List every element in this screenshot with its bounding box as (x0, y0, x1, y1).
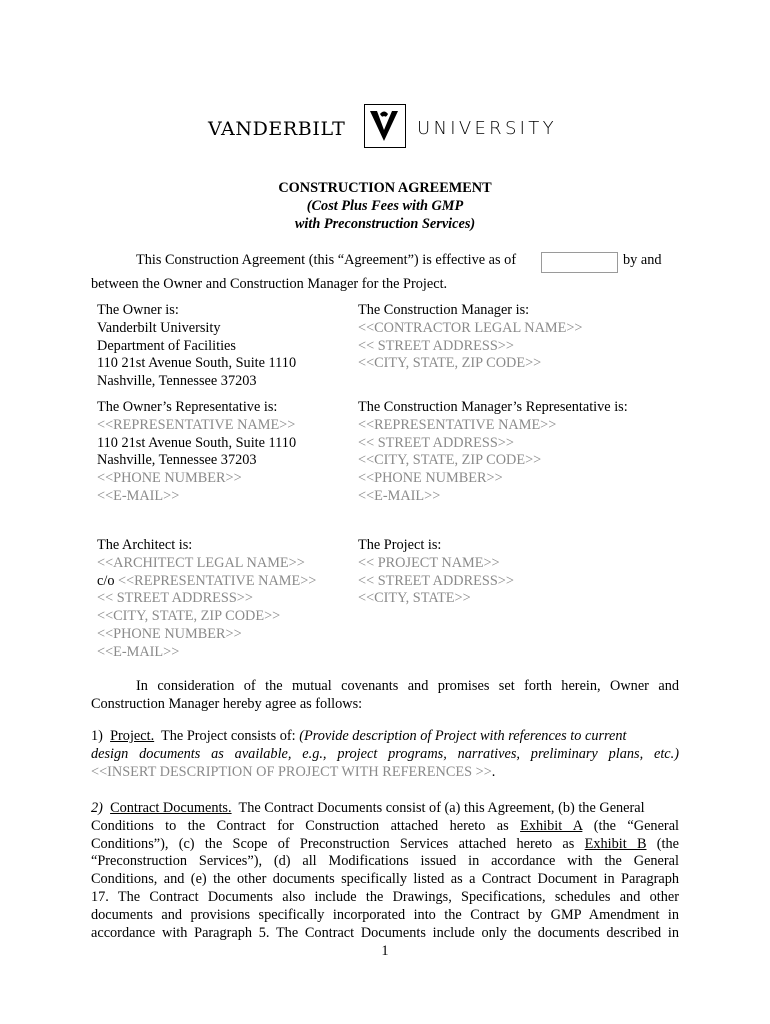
intro-line-1-end: by and (623, 252, 662, 268)
document-subtitle-1: (Cost Plus Fees with GMP (306, 198, 464, 214)
architect-placeholder: <<REPRESENTATIVE NAME>> (118, 572, 317, 589)
exhibit-b-reference: Exhibit B (584, 835, 647, 852)
consideration-line-2: Construction Manager hereby agree as follows: (91, 695, 363, 712)
owner-representative-block (97, 399, 296, 506)
owner-rep-placeholder: <<E-MAIL>> (97, 487, 180, 504)
section-2-line: The Contract Documents consist of (a) this Agreement, (b) the General (238, 800, 645, 816)
owner-rep-line: Nashville, Tennessee 37203 (97, 452, 257, 469)
owner-line: Vanderbilt University (97, 319, 221, 336)
section-1-project: 1) Project. The Project consists of: (Provide description of Project with references to current design documents as available, e.g., project programs, narratives, preliminary plans, etc.) <<INSERT DESCRIPTION OF PROJECT WITH REFERENCES >>. (91, 728, 679, 780)
architect-placeholder: <<CITY, STATE, ZIP CODE>> (97, 608, 281, 625)
section-2-line: “Preconstruction Services”), (d) all Modifications issued in accordance with the General (91, 853, 679, 870)
intro-line-2: between the Owner and Construction Manager for the Project. (91, 276, 448, 292)
owner-rep-line: 110 21st Avenue South, Suite 1110 (97, 434, 297, 451)
page-number: 1 (381, 943, 389, 959)
intro-line-1: This Construction Agreement (this “Agreement”) is effective as of (136, 252, 517, 268)
architect-placeholder: << STREET ADDRESS>> (97, 590, 253, 607)
care-of-label: c/o (97, 572, 115, 589)
document-title: CONSTRUCTION AGREEMENT (278, 180, 492, 196)
cm-representative-block (358, 399, 628, 506)
owner-rep-heading: The Owner’s Representative is: (97, 399, 278, 415)
section-1-number: 1) (91, 728, 103, 744)
exhibit-a-reference: Exhibit A (520, 817, 583, 834)
consideration-paragraph (91, 678, 679, 714)
section-1-instructions: (Provide description of Project with references to current (299, 728, 627, 744)
cm-heading: The Construction Manager is: (358, 302, 530, 318)
cm-rep-heading: The Construction Manager’s Representative is: (358, 399, 628, 415)
architect-heading: The Architect is: (97, 537, 193, 553)
section-2-heading: Contract Documents. (110, 800, 232, 816)
owner-block (97, 302, 296, 391)
cm-rep-placeholder: <<REPRESENTATIVE NAME>> (358, 416, 557, 433)
project-placeholder: <<CITY, STATE>> (358, 590, 471, 607)
owner-line: 110 21st Avenue South, Suite 1110 (97, 355, 297, 372)
owner-rep-placeholder: <<REPRESENTATIVE NAME>> (97, 416, 296, 433)
cm-placeholder: << STREET ADDRESS>> (358, 337, 514, 354)
logo-wordmark-left: VANDERBILT (208, 118, 346, 140)
project-block (358, 537, 514, 608)
cm-rep-placeholder: <<E-MAIL>> (358, 487, 441, 504)
section-2-line: documents and provisions specifically incorporated into the Contract by GMP Amendment in (91, 906, 679, 923)
owner-line: Nashville, Tennessee 37203 (97, 373, 257, 390)
section-2-number: 2) (91, 800, 103, 816)
project-placeholder: << PROJECT NAME>> (358, 554, 500, 571)
project-heading: The Project is: (358, 537, 442, 553)
consideration-line-1: In consideration of the mutual covenants and promises set forth herein, Owner and (136, 678, 679, 694)
section-2-line: Conditions, and (e) the other documents specifically listed as a Contract Document in Paragraph (91, 871, 679, 888)
cm-rep-placeholder: << STREET ADDRESS>> (358, 434, 514, 451)
cm-placeholder: <<CITY, STATE, ZIP CODE>> (358, 355, 542, 372)
section-1-text: The Project consists of: (161, 728, 296, 744)
section-2-line: accordance with Paragraph 5. The Contract Documents include only the documents described in (91, 924, 679, 941)
section-2-contract-documents: 2) Contract Documents. The Contract Documents consist of (a) this Agreement, (b) the General Conditions to the Contract for Construction attached hereto as Exhibit A (the “General Conditions”), (c) the Scope of Preconstruction Services attached hereto as Exhibit B (the “Preconstruction Services”), (d) all Modifications issued in accordance with the General Conditions, and (e) the other documents specifically listed as a Contract Document in Paragraph 17. The Contract Documents also include the Drawings, Specifications, schedules and other documents and provisions specifically incorporated into the Contract by GMP Amendment in accordance with Paragraph 5. The Contract Documents include only the documents described in (91, 800, 680, 941)
section-2-line: 17. The Contract Documents also include the Drawings, Specifications, schedules and other (91, 888, 679, 905)
owner-heading: The Owner is: (97, 302, 179, 318)
architect-block (97, 537, 316, 662)
logo-wordmark-right: UNIVERSITY (417, 118, 557, 139)
section-1-heading: Project. (110, 728, 155, 744)
architect-placeholder: <<E-MAIL>> (97, 643, 180, 660)
cm-rep-placeholder: <<PHONE NUMBER>> (358, 470, 503, 487)
cm-rep-placeholder: <<CITY, STATE, ZIP CODE>> (358, 452, 542, 469)
architect-placeholder: <<PHONE NUMBER>> (97, 625, 242, 642)
effective-date-field[interactable] (541, 252, 618, 273)
owner-line: Department of Facilities (97, 337, 236, 354)
document-subtitle-2: with Preconstruction Services) (294, 216, 476, 232)
construction-manager-block (358, 302, 582, 373)
architect-placeholder: <<ARCHITECT LEGAL NAME>> (97, 554, 305, 571)
oak-leaf-v-icon (364, 104, 406, 148)
section-1-placeholder: <<INSERT DESCRIPTION OF PROJECT WITH REFERENCES >> (91, 763, 492, 780)
project-placeholder: << STREET ADDRESS>> (358, 572, 514, 589)
owner-rep-placeholder: <<PHONE NUMBER>> (97, 470, 242, 487)
cm-placeholder: <<CONTRACTOR LEGAL NAME>> (358, 319, 583, 336)
section-1-instructions-2: design documents as available, e.g., project programs, narratives, preliminary plans, etc.) (91, 745, 679, 762)
